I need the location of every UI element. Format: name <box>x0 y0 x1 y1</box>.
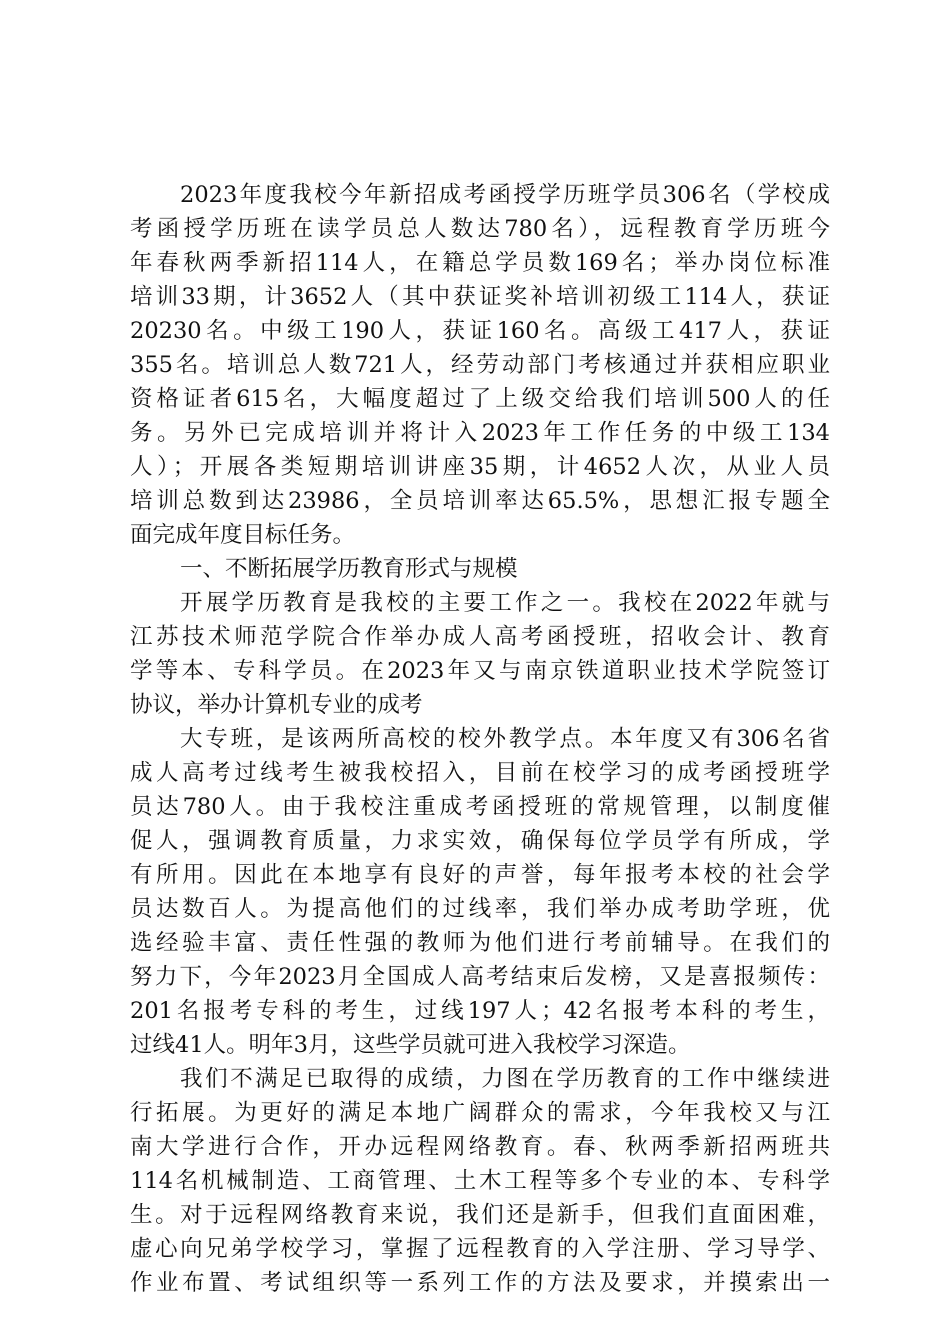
text-line: 有所用。因此在本地享有良好的声誉，每年报考本校的社会学 <box>130 862 830 888</box>
text-line: 年春秋两季新招114人，在籍总学员数169名；举办岗位标准 <box>130 250 830 276</box>
text-line: 开展学历教育是我校的主要工作之一。我校在2022年就与 <box>180 590 830 616</box>
text-line: 员达数百人。为提高他们的过线率，我们举办成考助学班，优 <box>130 896 830 922</box>
text-line: 促人，强调教育质量，力求实效，确保每位学员学有所成，学 <box>130 828 830 854</box>
paragraph-academic-education <box>130 586 830 722</box>
document-body <box>130 178 830 1300</box>
text-line: 协议，举办计算机专业的成考 <box>130 692 423 718</box>
text-line: 江苏技术师范学院合作举办成人高考函授班，招收会计、教育 <box>130 624 830 650</box>
text-line: 学等本、专科学员。在2023年又与南京铁道职业技术学院签订 <box>130 658 830 684</box>
text-line: 作业布置、考试组织等一系列工作的方法及要求，并摸索出一 <box>130 1270 830 1296</box>
text-line: 选经验丰富、责任性强的教师为他们进行考前辅导。在我们的 <box>130 930 830 956</box>
text-line: 考函授学历班在读学员总人数达780名），远程教育学历班今 <box>130 216 830 242</box>
text-line: 努力下，今年2023月全国成人高考结束后发榜，又是喜报频传： <box>130 964 830 990</box>
text-line: 355名。培训总人数721人，经劳动部门考核通过并获相应职业 <box>130 352 830 378</box>
text-line: 培训总数到达23986，全员培训率达65.5%，思想汇报专题全 <box>130 488 830 514</box>
text-line: 生。对于远程网络教育来说，我们还是新手，但我们直面困难， <box>130 1202 830 1228</box>
text-line: 资格证者615名，大幅度超过了上级交给我们培训500人的任 <box>130 386 830 412</box>
section-heading <box>130 552 830 586</box>
paragraph-remote-education <box>130 1062 830 1300</box>
text-line: 我们不满足已取得的成绩，力图在学历教育的工作中继续进 <box>180 1066 830 1092</box>
paragraph-junior-college <box>130 722 830 1062</box>
text-line: 培训33期，计3652人（其中获证奖补培训初级工114人，获证 <box>130 284 830 310</box>
text-line: 虚心向兄弟学校学习，掌握了远程教育的入学注册、学习导学、 <box>130 1236 830 1262</box>
text-line: 务。另外已完成培训并将计入2023年工作任务的中级工134 <box>130 420 830 446</box>
text-line: 面完成年度目标任务。 <box>130 522 356 548</box>
text-line: 行拓展。为更好的满足本地广阔群众的需求，今年我校又与江 <box>130 1100 830 1126</box>
text-line: 南大学进行合作，开办远程网络教育。春、秋两季新招两班共 <box>130 1134 830 1160</box>
text-line: 114名机械制造、工商管理、土木工程等多个专业的本、专科学 <box>130 1168 830 1194</box>
paragraph-summary <box>130 178 830 552</box>
text-line: 人）；开展各类短期培训讲座35期，计4652人次，从业人员 <box>130 454 830 480</box>
text-line: 大专班，是该两所高校的校外教学点。本年度又有306名省 <box>180 726 830 752</box>
text-line: 过线41人。明年3月，这些学员就可进入我校学习深造。 <box>130 1032 691 1058</box>
text-line: 20230名。中级工190人，获证160名。高级工417人，获证 <box>130 318 830 344</box>
text-line: 2023年度我校今年新招成考函授学历班学员306名（学校成 <box>180 182 830 208</box>
heading-text: 一、不断拓展学历教育形式与规模 <box>180 556 518 582</box>
text-line: 成人高考过线考生被我校招入，目前在校学习的成考函授班学 <box>130 760 830 786</box>
text-line: 201名报考专科的考生，过线197人；42名报考本科的考生， <box>130 998 830 1024</box>
text-line: 员达780人。由于我校注重成考函授班的常规管理，以制度催 <box>130 794 830 820</box>
